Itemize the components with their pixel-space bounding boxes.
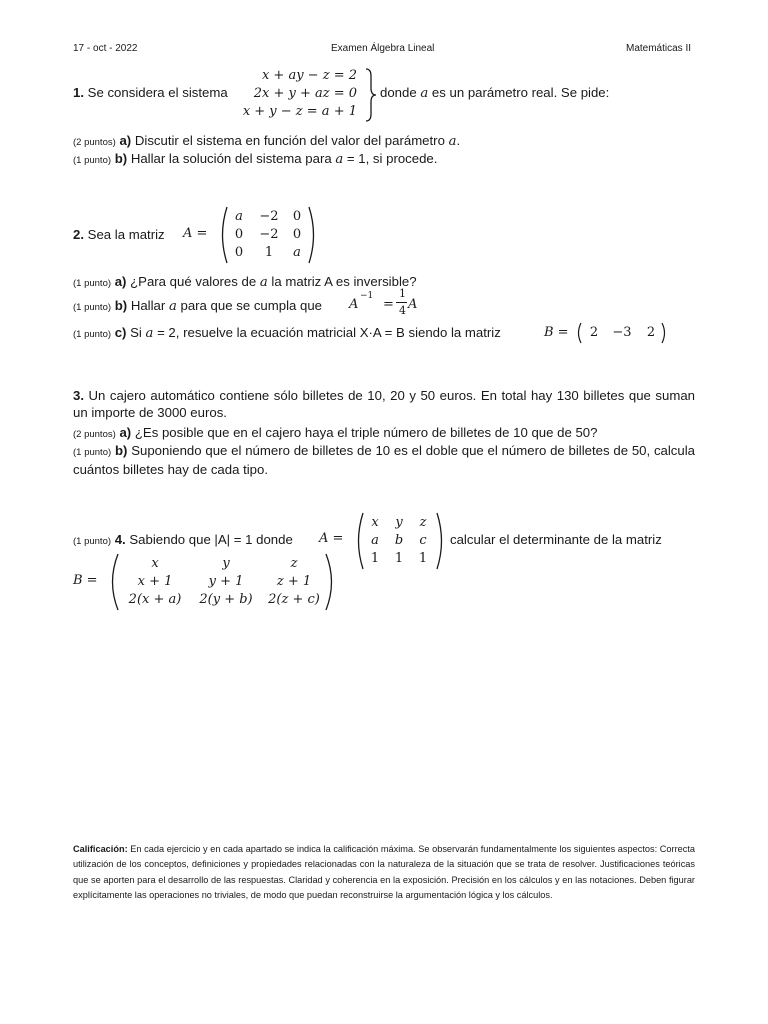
q1-eq1: x + ay − z = 2 [261, 68, 357, 83]
q1-eq2: 2x + y + az = 0 [253, 86, 357, 101]
q2-c-b2: −3 [612, 325, 632, 340]
q2-b-fraction-bar [396, 302, 407, 303]
header-title: Examen Álgebra Lineal [331, 43, 435, 54]
q2-c-text1: Si [130, 325, 142, 340]
q2-c-b1: 2 [589, 325, 599, 340]
q2-part-b [73, 297, 322, 316]
q1-a-text: Discutir el sistema en función del valor del parámetro [134, 133, 445, 148]
q1-intro: Se considera el sistema [87, 85, 228, 100]
q1-right-brace [364, 68, 378, 122]
q3-b-text: Suponiendo que el número de billetes de 10 es el doble que el número de billetes de 50, calcula cuántos billetes hay de cada tipo. [73, 443, 695, 477]
q2-b-lhs: A [349, 297, 359, 312]
q1-b-end: = 1, si procede. [346, 151, 438, 166]
q2-a-label: a) [114, 274, 127, 289]
q2-c-points: (1 punto) [73, 329, 112, 340]
q1-part-b [73, 150, 437, 169]
q2-b-text2: para que se cumpla que [180, 298, 322, 313]
q2-m33: a [293, 245, 301, 260]
q2-b-text1: Hallar [130, 298, 166, 313]
q2-a-text1: ¿Para qué valores de [130, 274, 257, 289]
q1-b-text: Hallar la solución del sistema para [130, 151, 332, 166]
q4-intro: Sabiendo que |A| = 1 donde [129, 532, 293, 547]
q4-B32: 2(y + b) [199, 592, 253, 607]
q2-b-num: 1 [399, 287, 406, 300]
q4-A33: 1 [418, 551, 428, 566]
q1-after-word: donde [380, 85, 417, 100]
q4-B-label: B = [73, 573, 98, 588]
q3-b-points: (1 punto) [73, 447, 112, 458]
q4-B23: z + 1 [276, 574, 312, 589]
q4-B-right-paren [324, 553, 338, 611]
q4-A23: c [419, 533, 427, 548]
grading-note [73, 842, 695, 903]
q3-intro-block [73, 387, 695, 421]
q2-m32: 1 [264, 245, 274, 260]
q4-B11: x [151, 556, 159, 571]
q4-A21: a [371, 533, 379, 548]
q3-a-points: (2 puntos) [73, 429, 116, 440]
q2-c-left-paren [575, 322, 583, 344]
q2-intro: Sea la matriz [87, 227, 165, 242]
q2-a-var: a [259, 275, 268, 290]
q3-b-label: b) [114, 443, 128, 458]
q4-B13: z [290, 556, 298, 571]
q4-B21: x + 1 [137, 574, 173, 589]
q2-b-label: b) [114, 298, 128, 313]
q2-m22: −2 [259, 227, 279, 242]
q4-A22: b [394, 533, 404, 548]
q2-c-var: a [145, 326, 154, 341]
q1-a-label: a) [119, 133, 132, 148]
q3-a-label: a) [119, 425, 132, 440]
q1-b-var: a [335, 152, 344, 167]
q4-B22: y + 1 [208, 574, 244, 589]
q1-a-end: . [456, 133, 461, 148]
q2-A-label: A = [183, 226, 208, 241]
q1-part-a [73, 132, 460, 151]
q3-number: 3. [73, 388, 84, 403]
q2-a-text2: la matriz A es inversible? [271, 274, 417, 289]
q4-A13: z [419, 515, 427, 530]
q4-points: (1 punto) [73, 536, 112, 547]
q2-b-rhs: A [408, 297, 418, 312]
q3-part-b [73, 442, 695, 478]
q4-A31: 1 [370, 551, 380, 566]
q1-after [380, 84, 609, 102]
q2-c-label: c) [114, 325, 127, 340]
q2-c-right-paren [660, 322, 668, 344]
grading-label: Calificación: [73, 844, 128, 854]
q2-number: 2. [73, 227, 84, 242]
q4-A-label: A = [319, 531, 344, 546]
q4-A11: x [371, 515, 379, 530]
q4-A-right-paren [435, 512, 447, 570]
q4-A12: y [395, 515, 403, 530]
q4-B31: 2(x + a) [128, 592, 182, 607]
q2-m13: 0 [292, 209, 302, 224]
q2-b-den: 4 [399, 304, 406, 317]
q2-m11: a [235, 209, 243, 224]
q2-b-points: (1 punto) [73, 302, 112, 313]
header-date: 17 - oct - 2022 [73, 43, 138, 54]
q3-part-a [73, 424, 597, 443]
q2-c-B-label: B = [544, 325, 569, 340]
q2-part-a [73, 273, 417, 292]
q4-intro-line [73, 531, 293, 550]
q2-c-b3: 2 [646, 325, 656, 340]
q2-m21: 0 [234, 227, 244, 242]
q2-right-paren [307, 206, 319, 264]
header-subject: Matemáticas II [626, 43, 692, 54]
q2-m12: −2 [259, 209, 279, 224]
q2-b-var: a [168, 299, 177, 314]
q2-m31: 0 [234, 245, 244, 260]
q1-a-var: a [448, 134, 457, 149]
q3-intro: Un cajero automático contiene sólo billetes de 10, 20 y 50 euros. En total hay 130 billetes que suman un importe de 3000 euros. [73, 388, 695, 420]
q1-intro-line [73, 84, 228, 101]
q2-intro-line [73, 226, 165, 243]
q1-number: 1. [73, 85, 84, 100]
q4-after: calcular el determinante de la matriz [450, 532, 662, 547]
grading-text: En cada ejercicio y en cada apartado se indica la calificación máxima. Se observarán fundamentalmente los siguientes aspectos: Correcta utilización de los conceptos, definiciones y propiedades relacionadas con la naturaleza de la situación que se trata de resolver. Justificaciones teóricas que se aporten para el desarrollo de las respuestas. Claridad y coherencia en la exposición. Precisión en los cálculos y en las notaciones. Deben figurar explícitamente las operaciones no triviales, de modo que puedan reconstruirse la argumentación lógica y los cálculos. [73, 844, 695, 900]
q2-part-c [73, 324, 501, 343]
q4-number: 4. [114, 532, 126, 547]
q4-B33: 2(z + c) [268, 592, 320, 607]
q1-b-label: b) [114, 151, 128, 166]
q1-after-rest: es un parámetro real. Se pide: [431, 85, 610, 100]
q2-b-eq: = [383, 297, 394, 312]
q1-b-points: (1 punto) [73, 155, 112, 166]
q3-a-text: ¿Es posible que en el cajero haya el triple número de billetes de 10 que de 50? [134, 425, 598, 440]
q1-param: a [420, 86, 429, 101]
q2-c-text2: = 2, resuelve la ecuación matricial X·A = B siendo la matriz [157, 325, 501, 340]
q4-A32: 1 [394, 551, 404, 566]
q4-B12: y [222, 556, 230, 571]
q2-a-points: (1 punto) [73, 278, 112, 289]
q1-a-points: (2 puntos) [73, 137, 116, 148]
q4-B-left-paren [106, 553, 120, 611]
q2-m23: 0 [292, 227, 302, 242]
q1-eq3: x + y − z = a + 1 [242, 104, 357, 119]
q2-b-exp: −1 [360, 291, 374, 301]
